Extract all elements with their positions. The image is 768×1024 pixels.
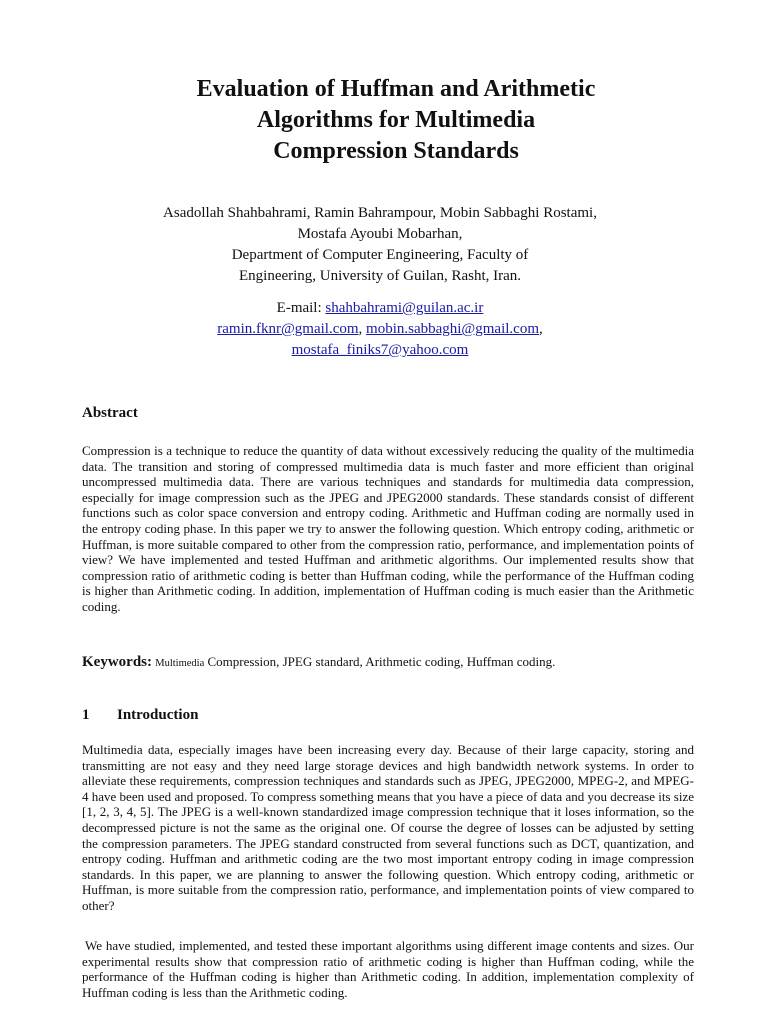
author-block: [120, 203, 640, 287]
keywords-label: Keywords:: [82, 654, 152, 670]
email-link-3[interactable]: mobin.sabbaghi@gmail.com: [366, 321, 539, 337]
email-block: [120, 298, 640, 361]
abstract-text: Compression is a technique to reduce the quantity of data without excessively reducing the quality of the multimedia data. The transition and storing of compressed multimedia data is much faster and more efficient than original uncompressed multimedia data. There are various techniques and standards for multimedia data compression, especially for image compression such as the JPEG and JPEG2000 standards. These standards consist of different functions such as color space conversion and entropy coding. Arithmetic and Huffman coding are normally used in the entropy coding phase. In this paper we try to answer the following question. Which entropy coding, arithmetic or Huffman, is more suitable compared to other from the compression ratio, performance, and implementation points of view? We have implemented and tested Huffman and arithmetic algorithms. Our implemented results show that compression ratio of arithmetic coding is better than Huffman coding, while the performance of the Huffman coding is higher than Arithmetic coding. In addition, implementation of Huffman coding is much easier than the Arithmetic coding.: [82, 443, 694, 614]
title-line-3: Compression Standards: [273, 138, 519, 164]
intro-paragraph-2: We have studied, implemented, and tested these important algorithms using different image contents and sizes. Our experimental results show that compression ratio of arithmetic coding is higher than Huffman coding, while the performance of the Huffman coding is higher than Arithmetic coding. In addition, implementation complexity of Huffman coding is less than the Arithmetic coding.: [82, 938, 694, 1000]
title-line-2: Algorithms for Multimedia: [256, 107, 536, 133]
email-line-1: [120, 298, 640, 319]
paper-title: [156, 74, 636, 167]
title-line-1: Evaluation of Huffman and Arithmetic: [196, 76, 596, 102]
keywords-list: Compression, JPEG standard, Arithmetic coding, Huffman coding.: [207, 654, 556, 669]
affiliation-line-2: Engineering, University of Guilan, Rasht, Iran.: [238, 268, 522, 284]
intro-paragraph-1: Multimedia data, especially images have been increasing every day. Because of their large capacity, storing and transmitting are not easy and they need large storage devices and high bandwidth network systems. In order to alleviate these requirements, compression techniques and standards such as JPEG, JPEG2000, MPEG-2, and MPEG-4 have been used and proposed. To compress something means that you have a piece of data and you decrease its size [1, 2, 3, 4, 5]. The JPEG is a well-known standardized image compression technique that it loses information, so the decompressed picture is not the same as the original one. Of course the degree of losses can be adjusted by setting the compression parameters. The JPEG standard constructed from several functions such as DCT, quantization, and entropy coding. Huffman and arithmetic coding are the two most important entropy coding in image compression standards. In this paper, we are planning to answer the following question. Which entropy coding, arithmetic or Huffman, is more suitable from the compression ratio, performance, and implementation points of view compared to other?: [82, 742, 694, 913]
email-line-2: ramin.fknr@gmail.com, mobin.sabbaghi@gmail.com,: [217, 321, 543, 337]
section-number: 1: [82, 707, 90, 723]
abstract-heading: Abstract: [82, 405, 138, 421]
email-label: E-mail:: [276, 300, 326, 316]
email-link-2[interactable]: ramin.fknr@gmail.com: [217, 321, 359, 337]
section-title: Introduction: [117, 707, 199, 723]
author-names-cont: Mostafa Ayoubi Mobarhan,: [297, 226, 463, 242]
affiliation-line-1: Department of Computer Engineering, Faculty of: [231, 247, 529, 263]
keywords-first: Multimedia: [155, 658, 205, 669]
email-line-3: [120, 340, 640, 361]
email-link-1[interactable]: shahbahrami@guilan.ac.ir: [325, 300, 484, 316]
keywords: [82, 654, 702, 671]
author-names: Asadollah Shahbahrami, Ramin Bahrampour, Mobin Sabbaghi Rostami,: [163, 205, 597, 221]
email-link-4[interactable]: mostafa_finiks7@yahoo.com: [291, 342, 469, 358]
section-heading-introduction: [82, 707, 198, 724]
